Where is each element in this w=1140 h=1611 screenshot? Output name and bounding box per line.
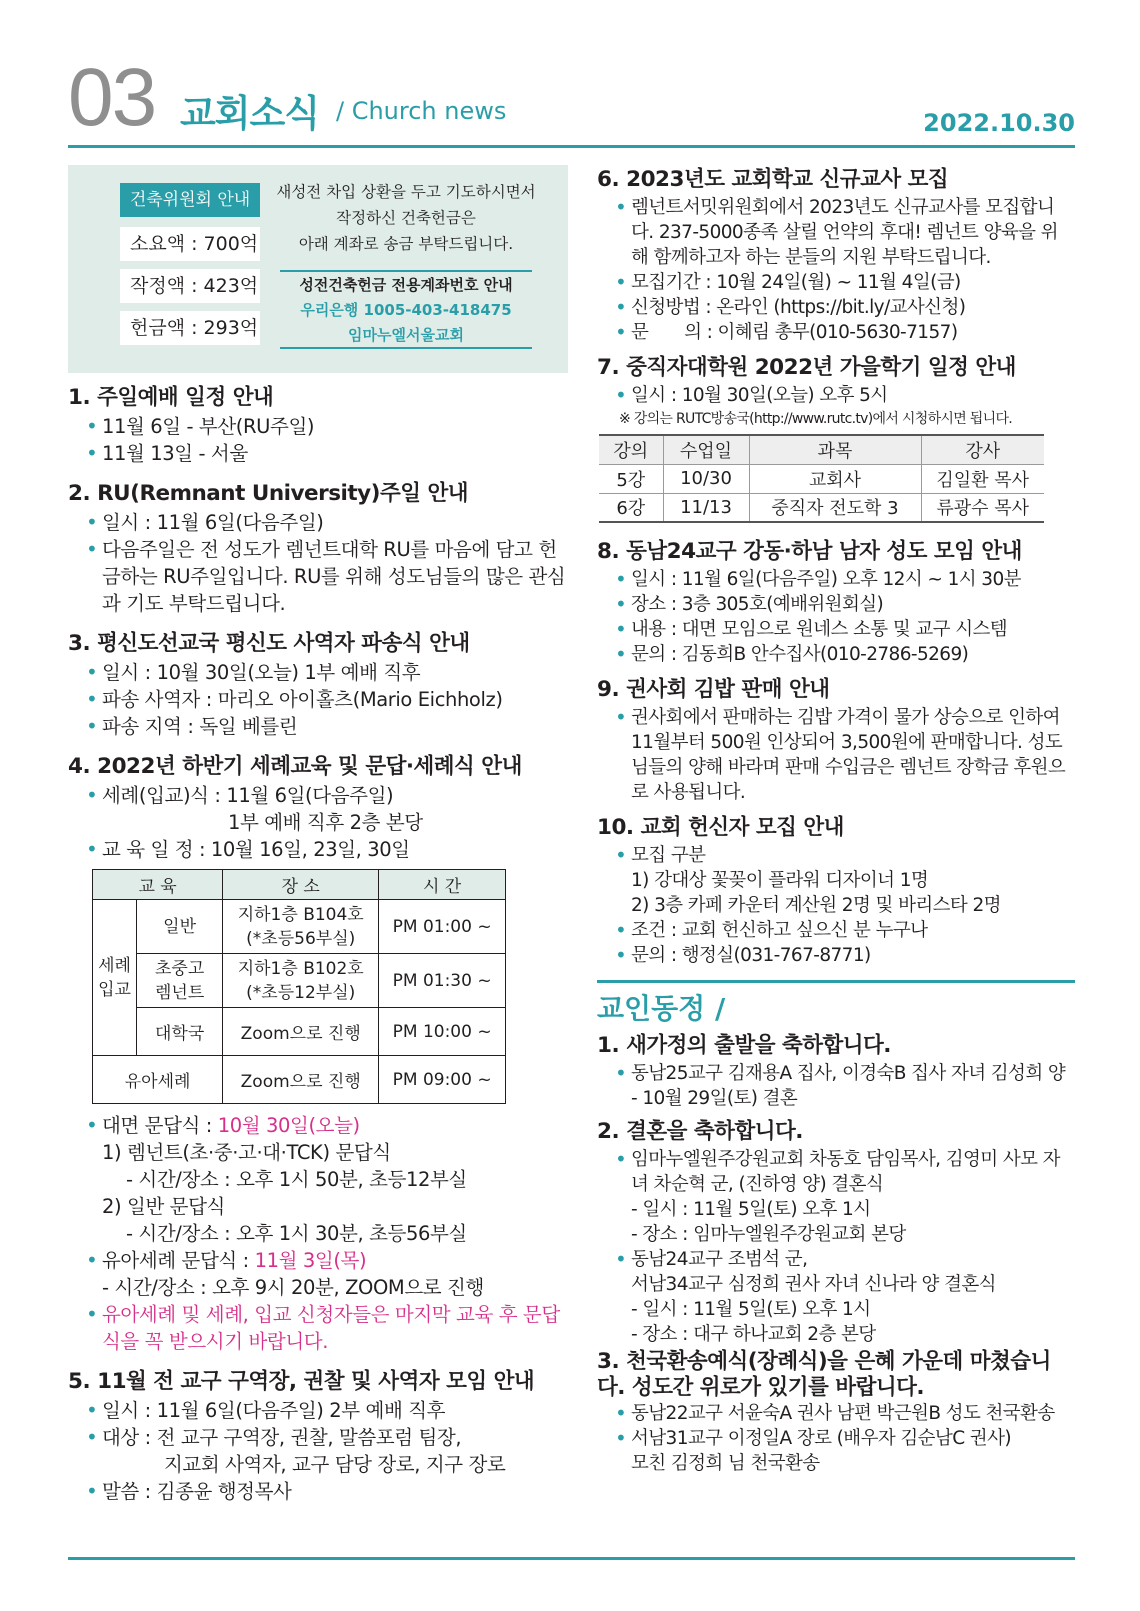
table-cell: Zoom으로 진행 (223, 1008, 379, 1056)
sub-item-detail: - 시간/장소 : 오후 1시 50분, 초등12부실 (126, 1168, 467, 1191)
table-cell: 중직자 전도학 3 (749, 493, 921, 522)
list-item: • 모집기간 : 10월 24일(월) ~ 11월 4일(금) (597, 270, 1075, 295)
table-cell: 대학국 (137, 1008, 223, 1056)
building-committee-label: 건축위원회 안내 (120, 183, 260, 217)
building-fund-box (68, 165, 568, 373)
sub-item: 1) 렘넌트(초·중·고·대·TCK) 문답식 (102, 1141, 391, 1164)
section-title: 7. 중직자대학원 2022년 가을학기 일정 안내 (597, 355, 1016, 380)
building-donated-amount: 헌금액 : 293억 (120, 311, 260, 345)
section-men-meeting (597, 537, 1075, 667)
section-title: 2. RU(Remnant University)주일 안내 (68, 481, 469, 506)
table-cell: 10/30 (663, 464, 749, 493)
sub-item: 2) 3층 카페 카운터 계산원 2명 및 바리스타 2명 (631, 895, 1001, 916)
warning-item: • 유아세례 및 세례, 입교 신청자들은 마지막 교육 후 문답식을 꼭 받으시기 바랍니다. (68, 1301, 568, 1355)
section-teacher-recruit (597, 165, 1075, 345)
section-title: 3. 평신도선교국 평신도 사역자 파송식 안내 (68, 631, 470, 656)
section-lay-missionary (68, 629, 568, 740)
section-gimbap-sale (597, 675, 1075, 805)
sub-item: 2) 일반 문답식 (102, 1195, 225, 1218)
infant-date: 11월 3일(목) (254, 1249, 367, 1272)
table-cell: PM 01:30 ~ (379, 954, 506, 1008)
section-title: 6. 2023년도 교회학교 신규교사 모집 (597, 167, 949, 192)
list-item (68, 1247, 568, 1274)
table-cell: PM 09:00 ~ (379, 1056, 506, 1104)
table-row (599, 464, 1044, 493)
list-item (68, 1112, 568, 1139)
list-item: • 동남25교구 김재용A 집사, 이경숙B 집사 자녀 김성희 양 (597, 1061, 1075, 1086)
section-baptism (68, 752, 568, 1355)
section-worship-schedule (68, 383, 568, 467)
table-header-row (599, 435, 1044, 464)
building-text-line: 새성전 차입 상환을 두고 기도하시면서 (276, 183, 536, 201)
list-item: • 동남22교구 서윤숙A 권사 남편 박근원B 성도 천국환송 (597, 1401, 1075, 1426)
list-item: • 일시 : 11월 6일(다음주일) 오후 12시 ~ 1시 30분 (597, 567, 1075, 592)
baptism-schedule-table (92, 869, 506, 1104)
list-item: • 장소 : 3층 305호(예배위원회실) (597, 592, 1075, 617)
table-header: 교 육 (93, 870, 223, 900)
table-cell: 유아세례 (93, 1056, 223, 1104)
table-cell: 교회사 (749, 464, 921, 493)
lecture-schedule-table (599, 434, 1044, 523)
section-graduate-school (597, 353, 1075, 523)
section-title: 1. 새가정의 출발을 축하합니다. (597, 1033, 891, 1058)
members-news-title: 교인동정 / (597, 980, 1075, 1027)
right-column (597, 165, 1075, 1476)
table-cell: 일반 (137, 900, 223, 954)
sub-item: - 10월 29일(토) 결혼 (631, 1088, 798, 1109)
table-cell: 김일환 목사 (921, 464, 1044, 493)
footer-divider (68, 1557, 1075, 1560)
section-title: 4. 2022년 하반기 세례교육 및 문답·세례식 안내 (68, 754, 522, 779)
table-header: 강의 (599, 435, 663, 464)
page-header (68, 52, 1075, 147)
table-header: 수업일 (663, 435, 749, 464)
sub-item: - 일시 : 11월 5일(토) 오후 1시 (631, 1299, 871, 1320)
sub-item: 1) 강대상 꽃꽂이 플라워 디자이너 1명 (631, 870, 929, 891)
sub-item-detail: - 시간/장소 : 오후 9시 20분, ZOOM으로 진행 (102, 1276, 484, 1299)
building-request-text (276, 179, 536, 257)
section-funerals (597, 1349, 1075, 1476)
page-subtitle: / Church news (336, 97, 507, 125)
page-title: 교회소식 (180, 92, 319, 135)
list-item: • 조건 : 교회 헌신하고 싶으신 분 누구나 (597, 918, 1075, 943)
account-info (280, 273, 532, 348)
list-item: • 일시 : 11월 6일(다음주일) (68, 509, 568, 536)
table-cell: 초중고 렘넌트 (137, 954, 223, 1008)
list-item: • 신청방법 : 온라인 (https://bit.ly/교사신청) (597, 295, 1075, 320)
section-number: 03 (68, 52, 156, 143)
list-item: • 문의 : 행정실(031-767-8771) (597, 943, 1075, 968)
section-district-meeting (68, 1367, 568, 1505)
table-cell: 류광수 목사 (921, 493, 1044, 522)
note-text: ※ 강의는 RUTC방송국(http://www.rutc.tv)에서 시청하시면 됩니다. (619, 411, 1013, 427)
table-row (93, 1056, 506, 1104)
list-item-continuation: 지교회 사역자, 교구 담당 장로, 지구 장로 (164, 1453, 506, 1476)
list-item: • 11월 13일 - 서울 (68, 440, 568, 467)
interview-date: 10월 30일(오늘) (217, 1114, 360, 1137)
list-item-continuation: 서남34교구 심정희 권사 자녀 신나라 양 결혼식 (631, 1274, 996, 1295)
header-divider (68, 145, 1075, 148)
infant-label: 유아세례 문답식 : (102, 1249, 255, 1272)
list-item: • 권사회에서 판매하는 김밥 가격이 물가 상승으로 인하여 11월부터 500원 인상되어 3,500원에 판매합니다. 성도님들의 양해 바라며 판매 수입금은 렘넌트 장학금 후원으로 사용됩니다. (597, 705, 1075, 805)
list-item-continuation: 1부 예배 직후 2층 본당 (228, 811, 423, 834)
table-cell: 5강 (599, 464, 663, 493)
list-item: • 일시 : 10월 30일(오늘) 오후 5시 (597, 383, 1075, 408)
list-item: • 서남31교구 이정일A 장로 (배우자 김순남C 권사) (597, 1426, 1075, 1451)
list-item: • 임마누엘원주강원교회 차동호 담임목사, 김영미 사모 자녀 차순혁 군, (진하영 양) 결혼식 (597, 1147, 1075, 1197)
section-title: 1. 주일예배 일정 안내 (68, 385, 274, 410)
table-header: 과목 (749, 435, 921, 464)
list-item: • 세례(입교)식 : 11월 6일(다음주일) (68, 782, 568, 809)
list-item: • 문의 : 김동희B 안수집사(010-2786-5269) (597, 642, 1075, 667)
sub-item: - 장소 : 대구 하나교회 2층 본당 (631, 1324, 876, 1345)
section-title: 10. 교회 헌신자 모집 안내 (597, 815, 844, 840)
sub-item: - 일시 : 11월 5일(토) 오후 1시 (631, 1199, 871, 1220)
sub-item: - 장소 : 임마누엘원주강원교회 본당 (631, 1224, 906, 1245)
list-item: • 렘넌트서밋위원회에서 2023년도 신규교사를 모집합니다. 237-5000종족 살릴 언약의 후대! 렘넌트 양육을 위해 함께하고자 하는 분들의 지원 부탁드립니다. (597, 195, 1075, 270)
table-row (93, 900, 506, 954)
section-weddings (597, 1117, 1075, 1347)
list-item-continuation: 모친 김정희 님 천국환송 (631, 1453, 820, 1474)
section-title: 5. 11월 전 교구 구역장, 권찰 및 사역자 모임 안내 (68, 1369, 535, 1394)
list-item: • 파송 사역자 : 마리오 아이홀츠(Mario Eichholz) (68, 686, 568, 713)
building-text-line: 작정하신 건축헌금은 (336, 209, 476, 227)
table-header-row (93, 870, 506, 900)
issue-date: 2022.10.30 (923, 109, 1075, 137)
section-title: 9. 권사회 김밥 판매 안내 (597, 677, 830, 702)
table-cell: 11/13 (663, 493, 749, 522)
table-cell: PM 10:00 ~ (379, 1008, 506, 1056)
section-ru-sunday (68, 479, 568, 617)
list-item: • 다음주일은 전 성도가 렘넌트대학 RU를 마음에 담고 헌금하는 RU주일입니다. RU를 위해 성도님들의 많은 관심과 기도 부탁드립니다. (68, 536, 568, 617)
section-new-family (597, 1031, 1075, 1111)
table-cell: 지하1층 B104호 (*초등56부실) (223, 900, 379, 954)
table-row (93, 1008, 506, 1056)
section-title: 3. 천국환송예식(장례식)을 은혜 가운데 마쳤습니다. 성도간 위로가 있기를 바랍니다. (597, 1349, 1051, 1400)
table-header: 장 소 (223, 870, 379, 900)
table-cell: Zoom으로 진행 (223, 1056, 379, 1104)
list-item: • 파송 지역 : 독일 베를린 (68, 713, 568, 740)
list-item: • 일시 : 11월 6일(다음주일) 2부 예배 직후 (68, 1397, 568, 1424)
list-item: • 동남24교구 조범석 군, (597, 1247, 1075, 1272)
table-header: 시 간 (379, 870, 506, 900)
list-item: • 대상 : 전 교구 구역장, 권찰, 말씀포럼 팀장, (68, 1424, 568, 1451)
table-row (93, 954, 506, 1008)
account-number: 우리은행 1005-403-418475 (300, 301, 512, 319)
account-name: 임마누엘서울교회 (348, 326, 464, 344)
building-text-line: 아래 계좌로 송금 부탁드립니다. (298, 235, 514, 253)
account-divider-bottom (280, 347, 532, 349)
list-item: • 모집 구분 (597, 843, 1075, 868)
table-header: 강사 (921, 435, 1044, 464)
sub-item-detail: - 시간/장소 : 오후 1시 30분, 초등56부실 (126, 1222, 467, 1245)
list-item: • 일시 : 10월 30일(오늘) 1부 예배 직후 (68, 659, 568, 686)
table-cell: 지하1층 B102호 (*초등12부실) (223, 954, 379, 1008)
section-title: 2. 결혼을 축하합니다. (597, 1119, 803, 1144)
table-row (599, 493, 1044, 522)
section-title: 8. 동남24교구 강동·하남 남자 성도 모임 안내 (597, 539, 1022, 564)
section-volunteer-recruit (597, 813, 1075, 968)
table-cell: PM 01:00 ~ (379, 900, 506, 954)
interview-label: 대면 문답식 : (102, 1114, 218, 1137)
list-item: • 말씀 : 김종윤 행정목사 (68, 1478, 568, 1505)
building-pledged-amount: 작정액 : 423억 (120, 269, 260, 303)
left-column (68, 165, 568, 1505)
building-required-amount: 소요액 : 700억 (120, 227, 260, 261)
list-item: • 문 의 : 이혜림 총무(010-5630-7157) (597, 320, 1075, 345)
table-cell: 6강 (599, 493, 663, 522)
list-item: • 내용 : 대면 모임으로 원네스 소통 및 교구 시스템 (597, 617, 1075, 642)
account-divider-top (280, 270, 532, 272)
account-title: 성전건축헌금 전용계좌번호 안내 (299, 276, 513, 294)
list-item: • 11월 6일 - 부산(RU주일) (68, 413, 568, 440)
list-item: • 교 육 일 정 : 10월 16일, 23일, 30일 (68, 836, 568, 863)
table-cell: 세례 입교 (93, 900, 137, 1056)
